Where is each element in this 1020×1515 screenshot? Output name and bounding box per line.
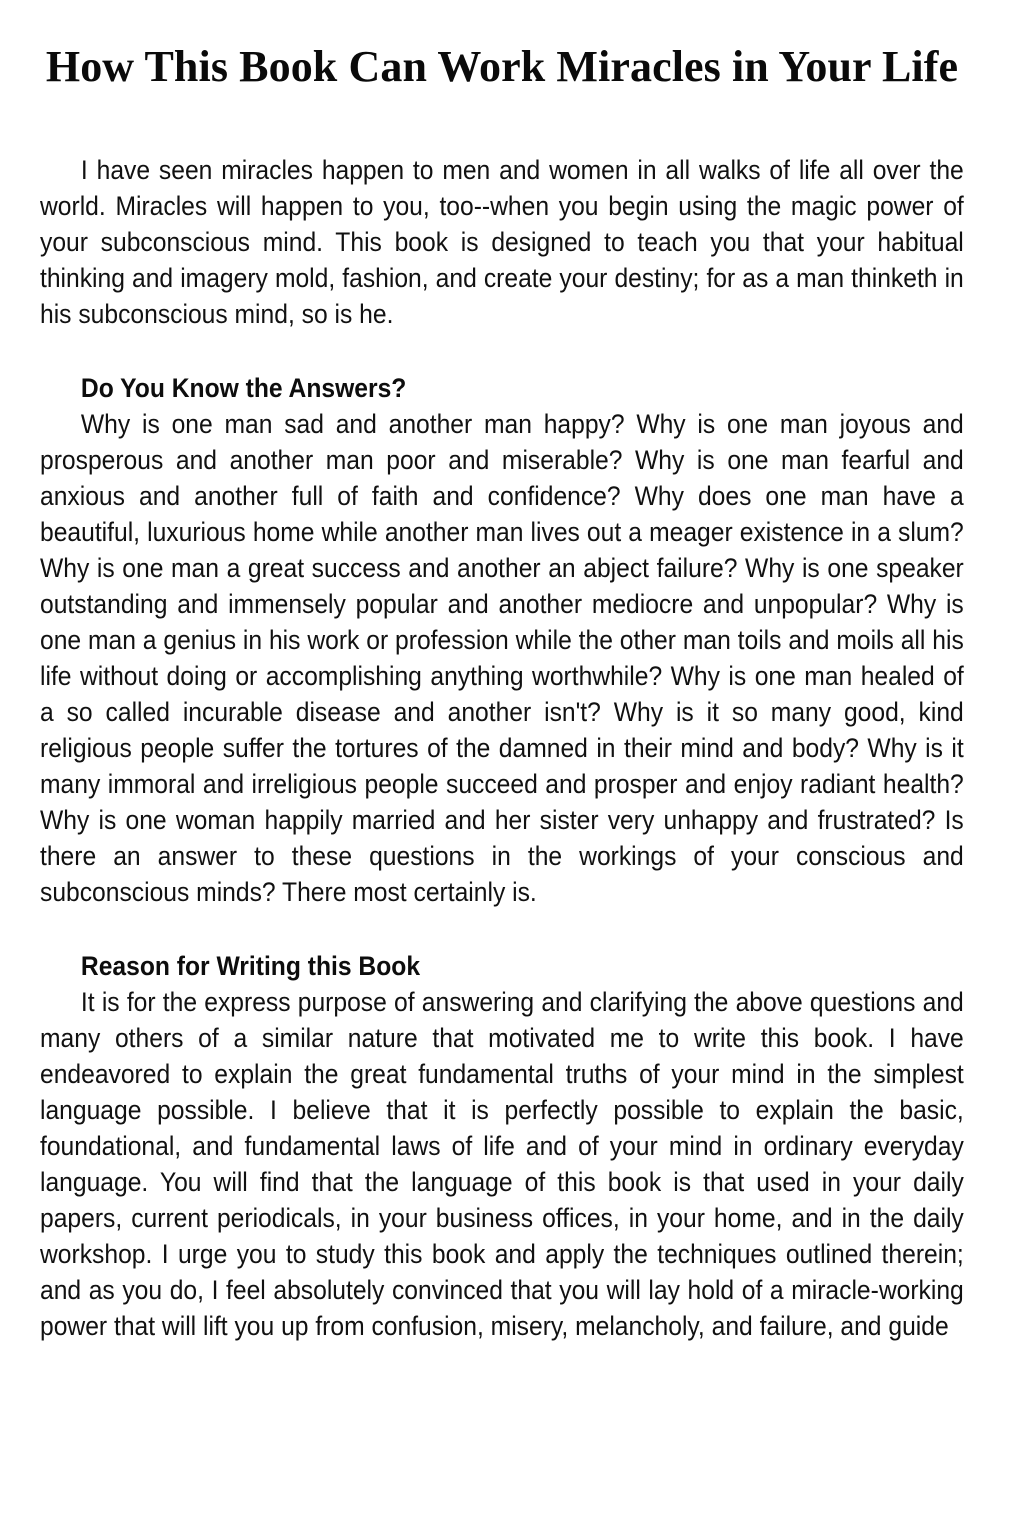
subheading-do-you-know-the-answers: Do You Know the Answers? (80, 373, 407, 403)
paragraph-do-you-know-the-answers: Why is one man sad and another man happy? Why is one man joyous and prosperous and another man poor and miserable? Why is one man fearful and anxious and another full of faith and confidence? Why does one man have a beautiful, luxurious home while another man lives out a meager existence in a slum? Why is one man a great success and another an abject failure? Why is one speaker outstanding and immensely popular and another mediocre and unpopular? Why is one man a genius in his work or profession while the other man toils and moils all his life without doing or accomplishing anything worthwhile? Why is one man healed of a so called incurable disease and another isn't? Why is it so many good, kind religious people suffer the tortures of the damned in their mind and body? Why is it many immoral and irreligious people succeed and prosper and enjoy radiant health? Why is one woman happily married and her sister very unhappy and frustrated? Is there an answer to these questions in the workings of your conscious and subconscious minds? There most certainly is. (40, 409, 964, 907)
paragraph-reason-for-writing-this-book: It is for the express purpose of answering and clarifying the above questions and many others of a similar nature that motivated me to write this book. I have endeavored to explain the great fundamental truths of your mind in the simplest language possible. I believe that it is perfectly possible to explain the basic, foundational, and fundamental laws of life and of your mind in ordinary everyday language. You will find that the language of this book is that used in your daily papers, current periodicals, in your business offices, in your home, and in the daily workshop. I urge you to study this book and apply the techniques outlined therein; and as you do, I feel absolutely convinced that you will lay hold of a miracle-working power that will lift you up from confusion, misery, melancholy, and failure, and guide (40, 987, 964, 1341)
spacer-section-1 (40, 332, 964, 370)
spacer-section-2 (40, 910, 964, 948)
page-title: How This Book Can Work Miracles in Your Life (45, 42, 959, 91)
page-content (40, 0, 964, 1344)
subheading-reason-for-writing-this-book: Reason for Writing this Book (80, 951, 421, 981)
intro-paragraph: I have seen miracles happen to men and women in all walks of life all over the world. Miracles will happen to you, too--when you begin using the magic power of your subconscious mind. This book is designed to teach you that your habitual thinking and imagery mold, fashion, and create your destiny; for as a man thinketh in his subconscious mind, so is he. (40, 155, 964, 329)
spacer-title (40, 96, 964, 152)
